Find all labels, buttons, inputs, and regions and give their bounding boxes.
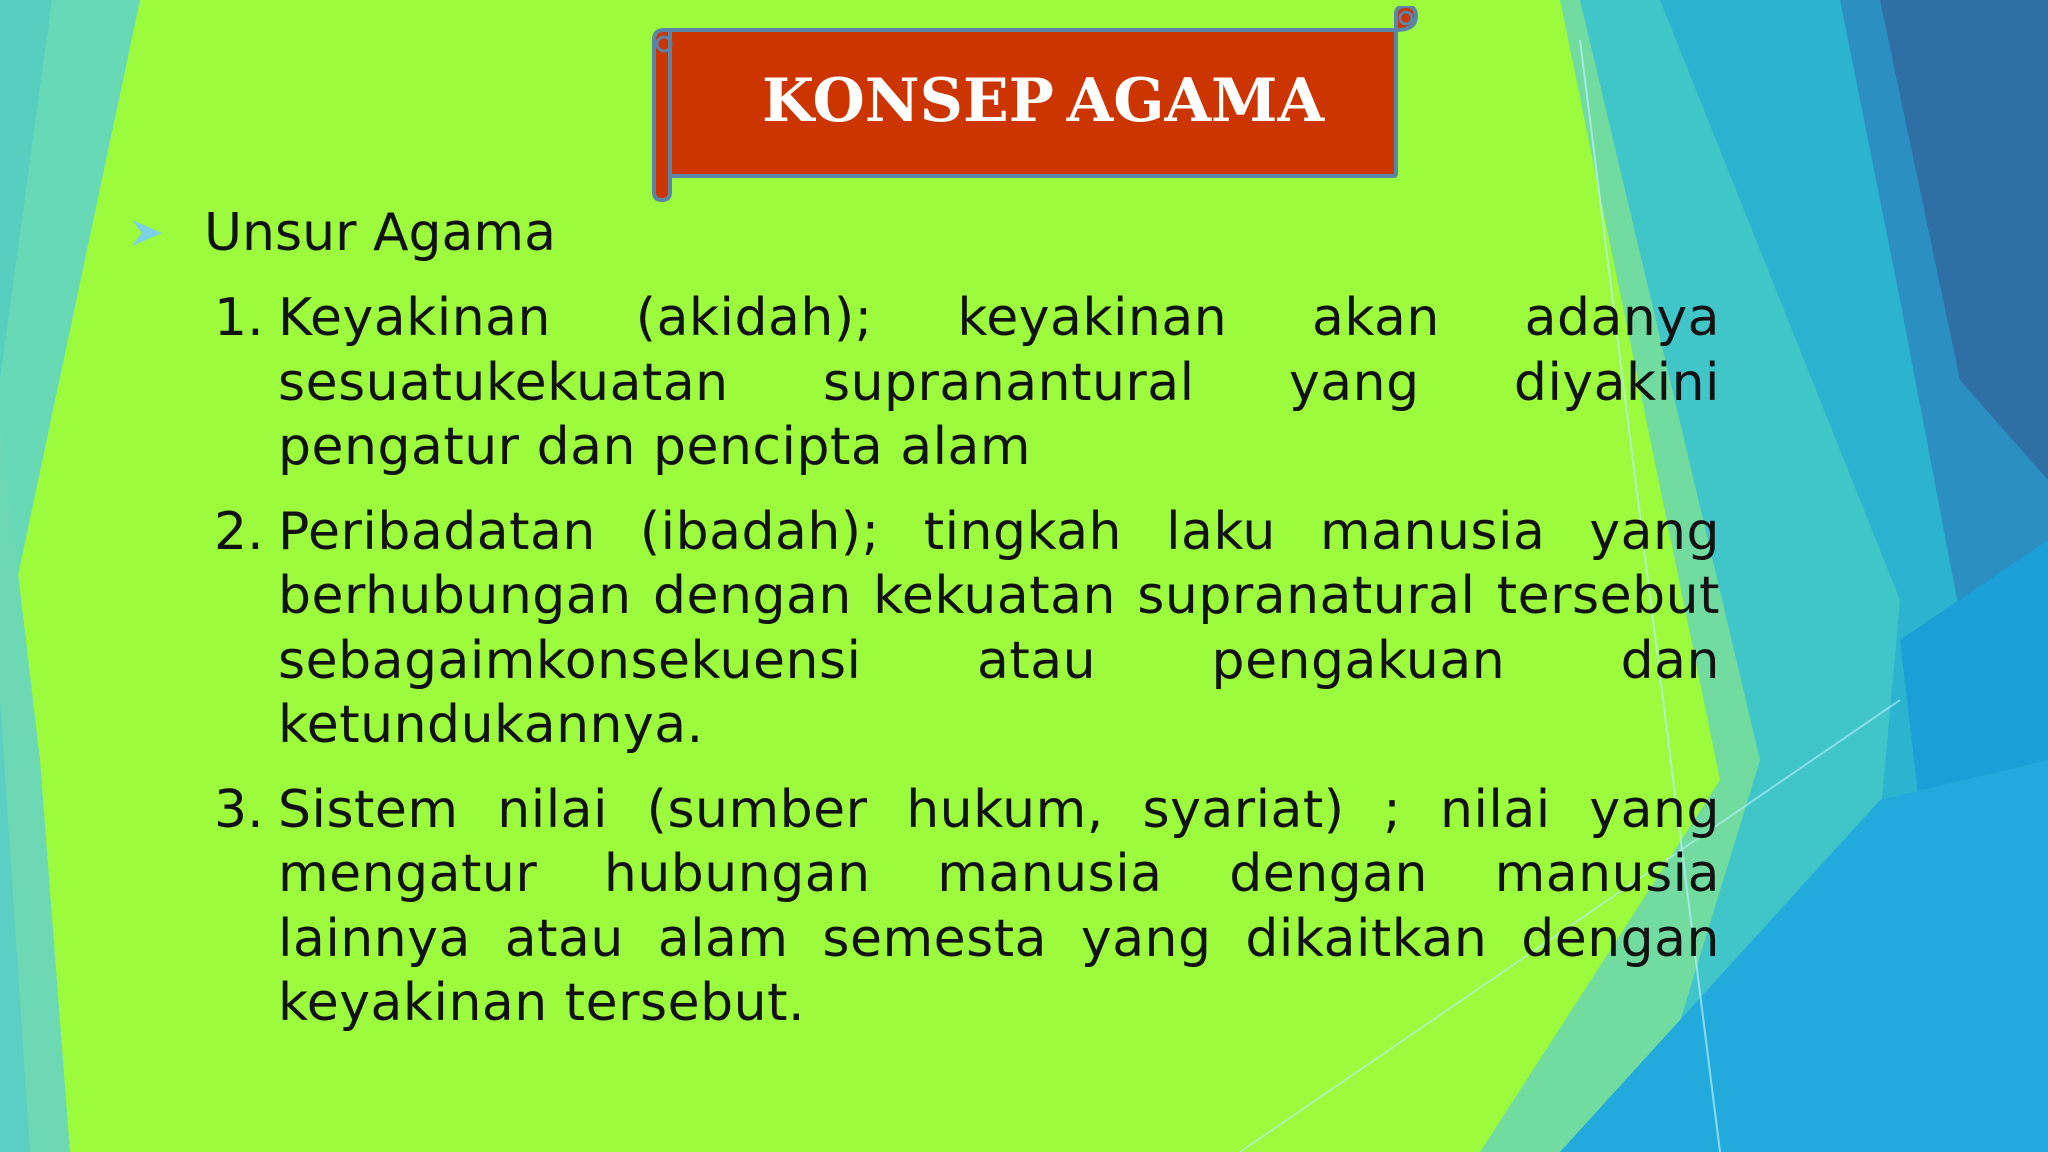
section-heading: Unsur Agama [204, 203, 556, 263]
list-item-text: Peribadatan (ibadah); tingkah laku manusia yang berhubungan dengan kekuatan supranatural tersebut sebagaimkonsekuensi atau pengakuan dan ketundukannya. [278, 501, 1720, 755]
arrowhead-bullet-icon [130, 216, 164, 250]
list-item [214, 500, 1720, 758]
list-item-number: 2. [214, 501, 264, 562]
list-item-number: 3. [214, 779, 264, 840]
slide-title: KONSEP AGAMA [761, 66, 1325, 136]
list-item-text: Sistem nilai (sumber hukum, syariat) ; nilai yang mengatur hubungan manusia dengan manusia lainnya atau alam semesta yang dikaitkan dengan keyakinan tersebut. [278, 779, 1720, 1033]
list-item-text: Keyakinan (akidah); keyakinan akan adanya sesuatukekuatan supranantural yang diyakini pengatur dan pencipta alam [278, 288, 1720, 477]
list-item-number: 1. [214, 288, 264, 348]
heading-row [130, 198, 556, 268]
numbered-list [214, 286, 1720, 1056]
list-item [214, 778, 1720, 1036]
list-item [214, 286, 1720, 480]
